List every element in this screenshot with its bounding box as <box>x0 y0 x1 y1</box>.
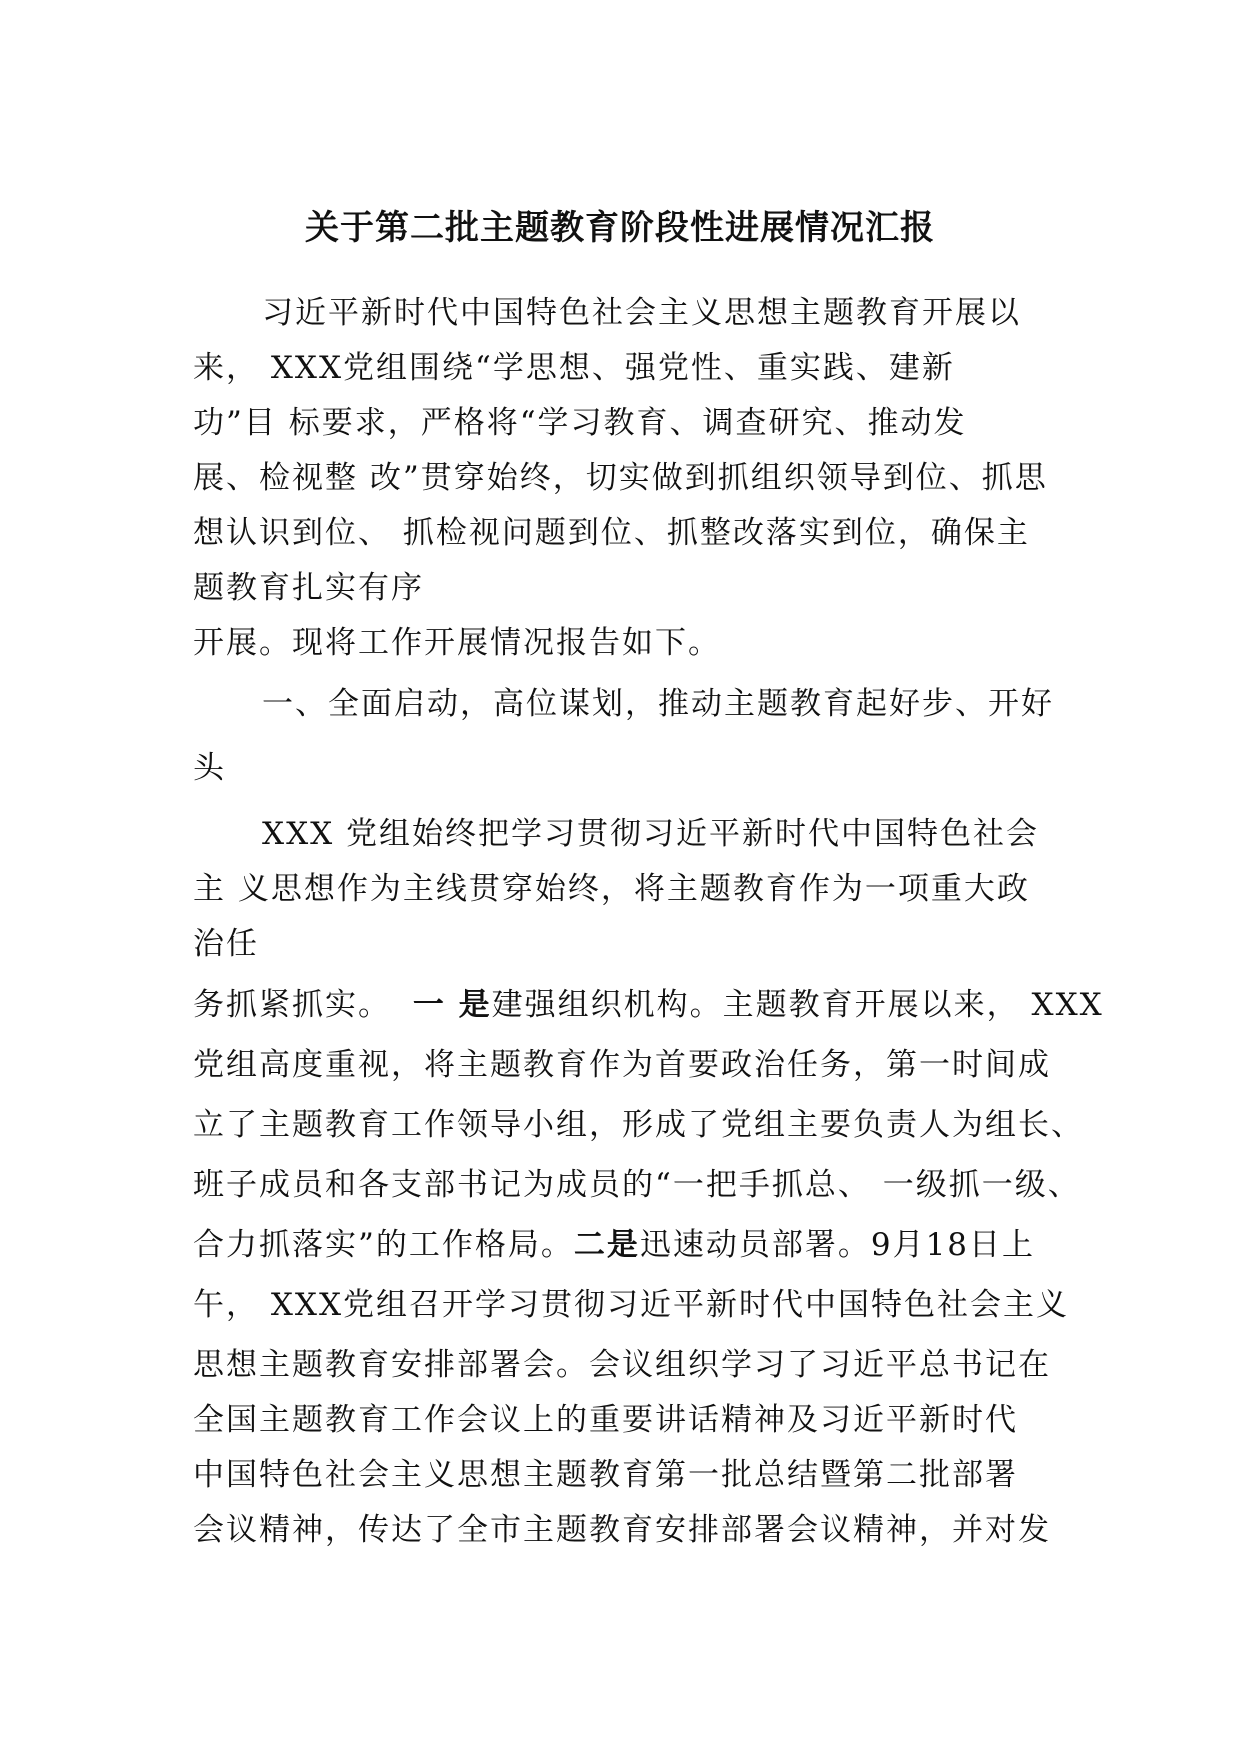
line-text: 建强组织机构。主题教育开展以来， XXX <box>491 987 1104 1023</box>
paragraph-line: 党组高度重视，将主题教育作为首要政治任务，第一时间成 <box>193 1047 1051 1083</box>
line-text: 迅速动员部署。9月18日上 <box>639 1227 1036 1263</box>
paragraph-line: XXX 党组始终把学习贯彻习近平新时代中国特色社会 <box>262 816 1040 852</box>
line-text: 合力抓落实”的工作格局。 <box>193 1227 574 1263</box>
paragraph-line: 想认识到位、 抓检视问题到位、抓整改落实到位，确保主 <box>193 515 1030 551</box>
paragraph-line: 思想主题教育安排部署会。会议组织学习了习近平总书记在 <box>193 1347 1051 1383</box>
paragraph-line: 展、检视整 改”贯穿始终，切实做到抓组织领导到位、抓思 <box>193 460 1048 496</box>
paragraph-line: 治任 <box>193 926 259 962</box>
paragraph-line: 主 义思想作为主线贯穿始终，将主题教育作为一项重大政 <box>193 871 1030 907</box>
paragraph-line: 来， XXX党组围绕“学思想、强党性、重实践、建新 <box>193 350 955 386</box>
section-heading: 一、全面启动，高位谋划，推动主题教育起好步、开好 <box>262 686 1054 722</box>
paragraph-line: 习近平新时代中国特色社会主义思想主题教育开展以 <box>262 295 1021 331</box>
paragraph-line: 题教育扎实有序 <box>193 570 424 606</box>
document-title: 关于第二批主题教育阶段性进展情况汇报 <box>305 208 935 248</box>
paragraph-line: 中国特色社会主义思想主题教育第一批总结暨第二批部署 <box>193 1457 1018 1493</box>
paragraph-line <box>193 1225 1035 1265</box>
paragraph-line: 午， XXX党组召开学习贯彻习近平新时代中国特色社会主义 <box>193 1287 1070 1323</box>
paragraph-line: 功”目 标要求，严格将“学习教育、调查研究、推动发 <box>193 405 967 441</box>
paragraph-line: 全国主题教育工作会议上的重要讲话精神及习近平新时代 <box>193 1402 1018 1438</box>
line-text: 务抓紧抓实。 <box>193 987 391 1023</box>
paragraph-line <box>193 985 1104 1025</box>
bold-point-marker: 二是 <box>573 1227 640 1263</box>
paragraph-line: 会议精神，传达了全市主题教育安排部署会议精神，并对发 <box>193 1512 1051 1548</box>
paragraph-line: 班子成员和各支部书记为成员的“一把手抓总、 一级抓一级、 <box>193 1167 1081 1203</box>
bold-point-marker: 一 是 <box>412 987 492 1023</box>
paragraph-line: 立了主题教育工作领导小组，形成了党组主要负责人为组长、 <box>193 1107 1084 1143</box>
paragraph-line: 开展。现将工作开展情况报告如下。 <box>193 625 721 661</box>
section-heading-continued: 头 <box>193 750 226 786</box>
